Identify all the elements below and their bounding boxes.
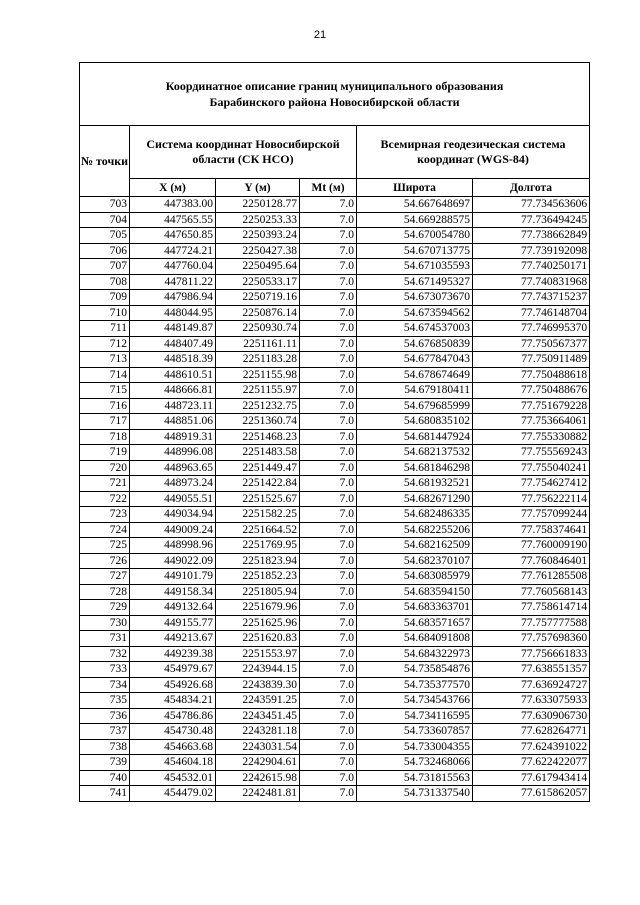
cell-lon: 77.636924727 xyxy=(473,677,590,693)
cell-lon: 77.751679228 xyxy=(473,398,590,414)
cell-x: 448149.87 xyxy=(130,321,216,337)
cell-lon: 77.750567377 xyxy=(473,336,590,352)
table-row xyxy=(80,662,590,678)
cell-lon: 77.757698360 xyxy=(473,631,590,647)
cell-mt: 7.0 xyxy=(300,770,357,786)
cell-y: 2242904.61 xyxy=(216,755,300,771)
cell-point-no: 727 xyxy=(80,569,130,585)
cell-x: 448407.49 xyxy=(130,336,216,352)
cell-mt: 7.0 xyxy=(300,538,357,554)
table-row xyxy=(80,321,590,337)
cell-lon: 77.617943414 xyxy=(473,770,590,786)
table-row xyxy=(80,259,590,275)
cell-x: 447760.04 xyxy=(130,259,216,275)
cell-lon: 77.753664061 xyxy=(473,414,590,430)
cell-point-no: 740 xyxy=(80,770,130,786)
table-row xyxy=(80,724,590,740)
cell-point-no: 719 xyxy=(80,445,130,461)
cell-point-no: 737 xyxy=(80,724,130,740)
cell-mt: 7.0 xyxy=(300,491,357,507)
table-row xyxy=(80,212,590,228)
cell-mt: 7.0 xyxy=(300,631,357,647)
cell-x: 447650.85 xyxy=(130,228,216,244)
cell-x: 454532.01 xyxy=(130,770,216,786)
cell-y: 2250930.74 xyxy=(216,321,300,337)
cell-lon: 77.761285508 xyxy=(473,569,590,585)
cell-lat: 54.681447924 xyxy=(357,429,473,445)
cell-x: 448723.11 xyxy=(130,398,216,414)
table-row xyxy=(80,274,590,290)
cell-point-no: 725 xyxy=(80,538,130,554)
cell-lon: 77.633075933 xyxy=(473,693,590,709)
cell-y: 2250253.33 xyxy=(216,212,300,228)
table-row xyxy=(80,739,590,755)
cell-y: 2250393.24 xyxy=(216,228,300,244)
cell-lat: 54.671035593 xyxy=(357,259,473,275)
cell-point-no: 708 xyxy=(80,274,130,290)
cell-x: 447383.00 xyxy=(130,197,216,213)
cell-point-no: 714 xyxy=(80,367,130,383)
cell-lat: 54.678674649 xyxy=(357,367,473,383)
cell-point-no: 722 xyxy=(80,491,130,507)
cell-y: 2250719.16 xyxy=(216,290,300,306)
cell-point-no: 705 xyxy=(80,228,130,244)
table-row xyxy=(80,553,590,569)
table-row xyxy=(80,305,590,321)
cell-x: 448610.51 xyxy=(130,367,216,383)
cell-lat: 54.683085979 xyxy=(357,569,473,585)
cell-mt: 7.0 xyxy=(300,615,357,631)
table-row xyxy=(80,414,590,430)
cell-point-no: 711 xyxy=(80,321,130,337)
cell-y: 2251620.83 xyxy=(216,631,300,647)
cell-mt: 7.0 xyxy=(300,693,357,709)
cell-point-no: 704 xyxy=(80,212,130,228)
cell-point-no: 733 xyxy=(80,662,130,678)
cell-lon: 77.615862057 xyxy=(473,786,590,802)
cell-lat: 54.731337540 xyxy=(357,786,473,802)
cell-lon: 77.755569243 xyxy=(473,445,590,461)
table-row xyxy=(80,677,590,693)
cell-lon: 77.755330882 xyxy=(473,429,590,445)
table-row xyxy=(80,429,590,445)
cell-x: 454730.48 xyxy=(130,724,216,740)
table-row xyxy=(80,538,590,554)
table-row xyxy=(80,336,590,352)
cell-lon: 77.750488676 xyxy=(473,383,590,399)
cell-y: 2251449.47 xyxy=(216,460,300,476)
cell-lon: 77.622422077 xyxy=(473,755,590,771)
cell-mt: 7.0 xyxy=(300,429,357,445)
table-row xyxy=(80,491,590,507)
cell-y: 2251525.67 xyxy=(216,491,300,507)
cell-y: 2242615.98 xyxy=(216,770,300,786)
cell-lon: 77.638551357 xyxy=(473,662,590,678)
cell-lat: 54.731815563 xyxy=(357,770,473,786)
cell-mt: 7.0 xyxy=(300,398,357,414)
cell-lon: 77.757777588 xyxy=(473,615,590,631)
cell-x: 449101.79 xyxy=(130,569,216,585)
cell-lat: 54.681932521 xyxy=(357,476,473,492)
cell-lat: 54.682162509 xyxy=(357,538,473,554)
cell-point-no: 712 xyxy=(80,336,130,352)
cell-lat: 54.682370107 xyxy=(357,553,473,569)
table-row xyxy=(80,383,590,399)
cell-lat: 54.732468066 xyxy=(357,755,473,771)
cell-y: 2250128.77 xyxy=(216,197,300,213)
cell-point-no: 707 xyxy=(80,259,130,275)
cell-mt: 7.0 xyxy=(300,336,357,352)
cell-point-no: 732 xyxy=(80,646,130,662)
cell-lon: 77.760846401 xyxy=(473,553,590,569)
cell-lat: 54.734543766 xyxy=(357,693,473,709)
cell-lat: 54.683594150 xyxy=(357,584,473,600)
cell-point-no: 724 xyxy=(80,522,130,538)
cell-y: 2251805.94 xyxy=(216,584,300,600)
local-system-header: Система координат Новосибирской области (СК НСО) xyxy=(130,126,357,179)
cell-x: 454979.67 xyxy=(130,662,216,678)
cell-lat: 54.682671290 xyxy=(357,491,473,507)
cell-x: 454663.68 xyxy=(130,739,216,755)
cell-y: 2250427.38 xyxy=(216,243,300,259)
cell-point-no: 716 xyxy=(80,398,130,414)
table-row xyxy=(80,522,590,538)
table-row xyxy=(80,367,590,383)
page-number: 21 xyxy=(313,29,327,41)
table-row xyxy=(80,197,590,213)
cell-lon: 77.758374641 xyxy=(473,522,590,538)
cell-point-no: 728 xyxy=(80,584,130,600)
cell-lat: 54.679180411 xyxy=(357,383,473,399)
cell-mt: 7.0 xyxy=(300,553,357,569)
title-line-2: Барабинского района Новосибирской области xyxy=(209,95,460,109)
cell-lon: 77.760568143 xyxy=(473,584,590,600)
cell-lat: 54.667648697 xyxy=(357,197,473,213)
table-row xyxy=(80,755,590,771)
cell-mt: 7.0 xyxy=(300,274,357,290)
cell-y: 2251422.84 xyxy=(216,476,300,492)
table-row xyxy=(80,615,590,631)
cell-lon: 77.736494245 xyxy=(473,212,590,228)
cell-mt: 7.0 xyxy=(300,367,357,383)
table-row xyxy=(80,646,590,662)
cell-point-no: 720 xyxy=(80,460,130,476)
cell-y: 2243281.18 xyxy=(216,724,300,740)
cell-point-no: 721 xyxy=(80,476,130,492)
cell-lat: 54.669288575 xyxy=(357,212,473,228)
cell-y: 2251155.98 xyxy=(216,367,300,383)
cell-point-no: 738 xyxy=(80,739,130,755)
cell-x: 448044.95 xyxy=(130,305,216,321)
cell-lon: 77.756222114 xyxy=(473,491,590,507)
cell-point-no: 709 xyxy=(80,290,130,306)
cell-x: 454479.02 xyxy=(130,786,216,802)
cell-x: 449213.67 xyxy=(130,631,216,647)
cell-x: 448996.08 xyxy=(130,445,216,461)
cell-y: 2251625.96 xyxy=(216,615,300,631)
table-row xyxy=(80,569,590,585)
cell-lat: 54.682486335 xyxy=(357,507,473,523)
cell-point-no: 703 xyxy=(80,197,130,213)
coordinates-table xyxy=(79,62,590,802)
table-row xyxy=(80,460,590,476)
cell-y: 2251553.97 xyxy=(216,646,300,662)
cell-mt: 7.0 xyxy=(300,321,357,337)
cell-x: 449132.64 xyxy=(130,600,216,616)
cell-lon: 77.624391022 xyxy=(473,739,590,755)
cell-mt: 7.0 xyxy=(300,352,357,368)
cell-lon: 77.755040241 xyxy=(473,460,590,476)
cell-x: 448973.24 xyxy=(130,476,216,492)
cell-lat: 54.677847043 xyxy=(357,352,473,368)
cell-y: 2251468.23 xyxy=(216,429,300,445)
cell-lat: 54.682137532 xyxy=(357,445,473,461)
cell-mt: 7.0 xyxy=(300,522,357,538)
title-line-1: Координатное описание границ муниципального образования xyxy=(165,79,504,93)
cell-mt: 7.0 xyxy=(300,600,357,616)
wgs84-system-header: Всемирная геодезическая система координат (WGS-84) xyxy=(357,126,590,179)
cell-mt: 7.0 xyxy=(300,662,357,678)
cell-point-no: 739 xyxy=(80,755,130,771)
col-lon-header: Долгота xyxy=(473,179,590,197)
cell-lon: 77.740831968 xyxy=(473,274,590,290)
cell-lon: 77.757099244 xyxy=(473,507,590,523)
cell-mt: 7.0 xyxy=(300,476,357,492)
cell-y: 2250495.64 xyxy=(216,259,300,275)
cell-x: 447811.22 xyxy=(130,274,216,290)
cell-x: 448666.81 xyxy=(130,383,216,399)
cell-mt: 7.0 xyxy=(300,755,357,771)
cell-x: 448919.31 xyxy=(130,429,216,445)
cell-point-no: 731 xyxy=(80,631,130,647)
cell-x: 454926.68 xyxy=(130,677,216,693)
cell-x: 449055.51 xyxy=(130,491,216,507)
cell-lat: 54.671495327 xyxy=(357,274,473,290)
table-row xyxy=(80,228,590,244)
table-body xyxy=(80,197,590,802)
table-row xyxy=(80,708,590,724)
cell-y: 2251582.25 xyxy=(216,507,300,523)
cell-lat: 54.681846298 xyxy=(357,460,473,476)
cell-point-no: 730 xyxy=(80,615,130,631)
cell-x: 454786.86 xyxy=(130,708,216,724)
table-row xyxy=(80,786,590,802)
cell-point-no: 706 xyxy=(80,243,130,259)
cell-y: 2243591.25 xyxy=(216,693,300,709)
cell-lon: 77.738662849 xyxy=(473,228,590,244)
cell-mt: 7.0 xyxy=(300,228,357,244)
cell-mt: 7.0 xyxy=(300,197,357,213)
cell-lat: 54.679685999 xyxy=(357,398,473,414)
cell-mt: 7.0 xyxy=(300,243,357,259)
cell-lat: 54.680835102 xyxy=(357,414,473,430)
cell-point-no: 718 xyxy=(80,429,130,445)
cell-x: 448963.65 xyxy=(130,460,216,476)
cell-y: 2242481.81 xyxy=(216,786,300,802)
cell-lon: 77.630906730 xyxy=(473,708,590,724)
table-row xyxy=(80,631,590,647)
cell-point-no: 736 xyxy=(80,708,130,724)
cell-x: 447986.94 xyxy=(130,290,216,306)
cell-mt: 7.0 xyxy=(300,305,357,321)
cell-point-no: 729 xyxy=(80,600,130,616)
cell-x: 449009.24 xyxy=(130,522,216,538)
cell-mt: 7.0 xyxy=(300,445,357,461)
table-row xyxy=(80,600,590,616)
cell-lat: 54.683363701 xyxy=(357,600,473,616)
table-row xyxy=(80,243,590,259)
cell-lat: 54.670713775 xyxy=(357,243,473,259)
col-x-header: X (м) xyxy=(130,179,216,197)
cell-lat: 54.684322973 xyxy=(357,646,473,662)
cell-lon: 77.743715237 xyxy=(473,290,590,306)
cell-mt: 7.0 xyxy=(300,646,357,662)
cell-y: 2243839.30 xyxy=(216,677,300,693)
table-row xyxy=(80,693,590,709)
cell-x: 447565.55 xyxy=(130,212,216,228)
cell-lon: 77.758614714 xyxy=(473,600,590,616)
cell-lon: 77.740250171 xyxy=(473,259,590,275)
cell-lat: 54.733607857 xyxy=(357,724,473,740)
cell-x: 449239.38 xyxy=(130,646,216,662)
cell-lon: 77.739192098 xyxy=(473,243,590,259)
cell-lon: 77.628264771 xyxy=(473,724,590,740)
cell-x: 448851.06 xyxy=(130,414,216,430)
cell-mt: 7.0 xyxy=(300,708,357,724)
cell-y: 2251664.52 xyxy=(216,522,300,538)
cell-mt: 7.0 xyxy=(300,290,357,306)
cell-lat: 54.734116595 xyxy=(357,708,473,724)
cell-mt: 7.0 xyxy=(300,739,357,755)
cell-mt: 7.0 xyxy=(300,259,357,275)
cell-x: 454604.18 xyxy=(130,755,216,771)
cell-lon: 77.750911489 xyxy=(473,352,590,368)
cell-lat: 54.735377570 xyxy=(357,677,473,693)
table-row xyxy=(80,507,590,523)
cell-point-no: 713 xyxy=(80,352,130,368)
cell-y: 2251183.28 xyxy=(216,352,300,368)
cell-point-no: 717 xyxy=(80,414,130,430)
cell-point-no: 710 xyxy=(80,305,130,321)
cell-point-no: 723 xyxy=(80,507,130,523)
cell-lat: 54.676850839 xyxy=(357,336,473,352)
cell-lat: 54.682255206 xyxy=(357,522,473,538)
cell-y: 2250533.17 xyxy=(216,274,300,290)
cell-y: 2251155.97 xyxy=(216,383,300,399)
table-row xyxy=(80,476,590,492)
cell-y: 2243451.45 xyxy=(216,708,300,724)
cell-x: 448998.96 xyxy=(130,538,216,554)
cell-point-no: 726 xyxy=(80,553,130,569)
cell-point-no: 734 xyxy=(80,677,130,693)
cell-lat: 54.673594562 xyxy=(357,305,473,321)
cell-lat: 54.674537003 xyxy=(357,321,473,337)
cell-x: 449155.77 xyxy=(130,615,216,631)
cell-y: 2251483.58 xyxy=(216,445,300,461)
cell-y: 2251852.23 xyxy=(216,569,300,585)
cell-mt: 7.0 xyxy=(300,786,357,802)
cell-x: 448518.39 xyxy=(130,352,216,368)
cell-lon: 77.754627412 xyxy=(473,476,590,492)
table-row xyxy=(80,445,590,461)
cell-mt: 7.0 xyxy=(300,584,357,600)
cell-mt: 7.0 xyxy=(300,677,357,693)
table-title xyxy=(80,63,590,126)
cell-lon: 77.760009190 xyxy=(473,538,590,554)
cell-mt: 7.0 xyxy=(300,414,357,430)
cell-y: 2251232.75 xyxy=(216,398,300,414)
cell-lon: 77.756661833 xyxy=(473,646,590,662)
cell-x: 449022.09 xyxy=(130,553,216,569)
cell-lat: 54.733004355 xyxy=(357,739,473,755)
col-mt-header: Mt (м) xyxy=(300,179,357,197)
cell-mt: 7.0 xyxy=(300,724,357,740)
table-row xyxy=(80,290,590,306)
cell-lat: 54.684091808 xyxy=(357,631,473,647)
col-lat-header: Широта xyxy=(357,179,473,197)
table-row xyxy=(80,352,590,368)
cell-y: 2251679.96 xyxy=(216,600,300,616)
table-row xyxy=(80,584,590,600)
cell-lon: 77.746148704 xyxy=(473,305,590,321)
cell-mt: 7.0 xyxy=(300,212,357,228)
cell-y: 2243031.54 xyxy=(216,739,300,755)
cell-point-no: 741 xyxy=(80,786,130,802)
cell-point-no: 735 xyxy=(80,693,130,709)
cell-lon: 77.734563606 xyxy=(473,197,590,213)
cell-y: 2251769.95 xyxy=(216,538,300,554)
cell-y: 2243944.15 xyxy=(216,662,300,678)
cell-mt: 7.0 xyxy=(300,460,357,476)
cell-mt: 7.0 xyxy=(300,507,357,523)
cell-x: 447724.21 xyxy=(130,243,216,259)
cell-lat: 54.670054780 xyxy=(357,228,473,244)
cell-y: 2251823.94 xyxy=(216,553,300,569)
cell-lat: 54.683571657 xyxy=(357,615,473,631)
cell-y: 2250876.14 xyxy=(216,305,300,321)
cell-x: 449158.34 xyxy=(130,584,216,600)
cell-x: 454834.21 xyxy=(130,693,216,709)
table-row xyxy=(80,398,590,414)
cell-y: 2251161.11 xyxy=(216,336,300,352)
cell-point-no: 715 xyxy=(80,383,130,399)
cell-mt: 7.0 xyxy=(300,569,357,585)
cell-mt: 7.0 xyxy=(300,383,357,399)
cell-lat: 54.673073670 xyxy=(357,290,473,306)
cell-lon: 77.746995370 xyxy=(473,321,590,337)
cell-x: 449034.94 xyxy=(130,507,216,523)
col-y-header: Y (м) xyxy=(216,179,300,197)
table-row xyxy=(80,770,590,786)
cell-lat: 54.735854876 xyxy=(357,662,473,678)
cell-y: 2251360.74 xyxy=(216,414,300,430)
cell-lon: 77.750488618 xyxy=(473,367,590,383)
point-number-header: № точки xyxy=(80,126,130,197)
